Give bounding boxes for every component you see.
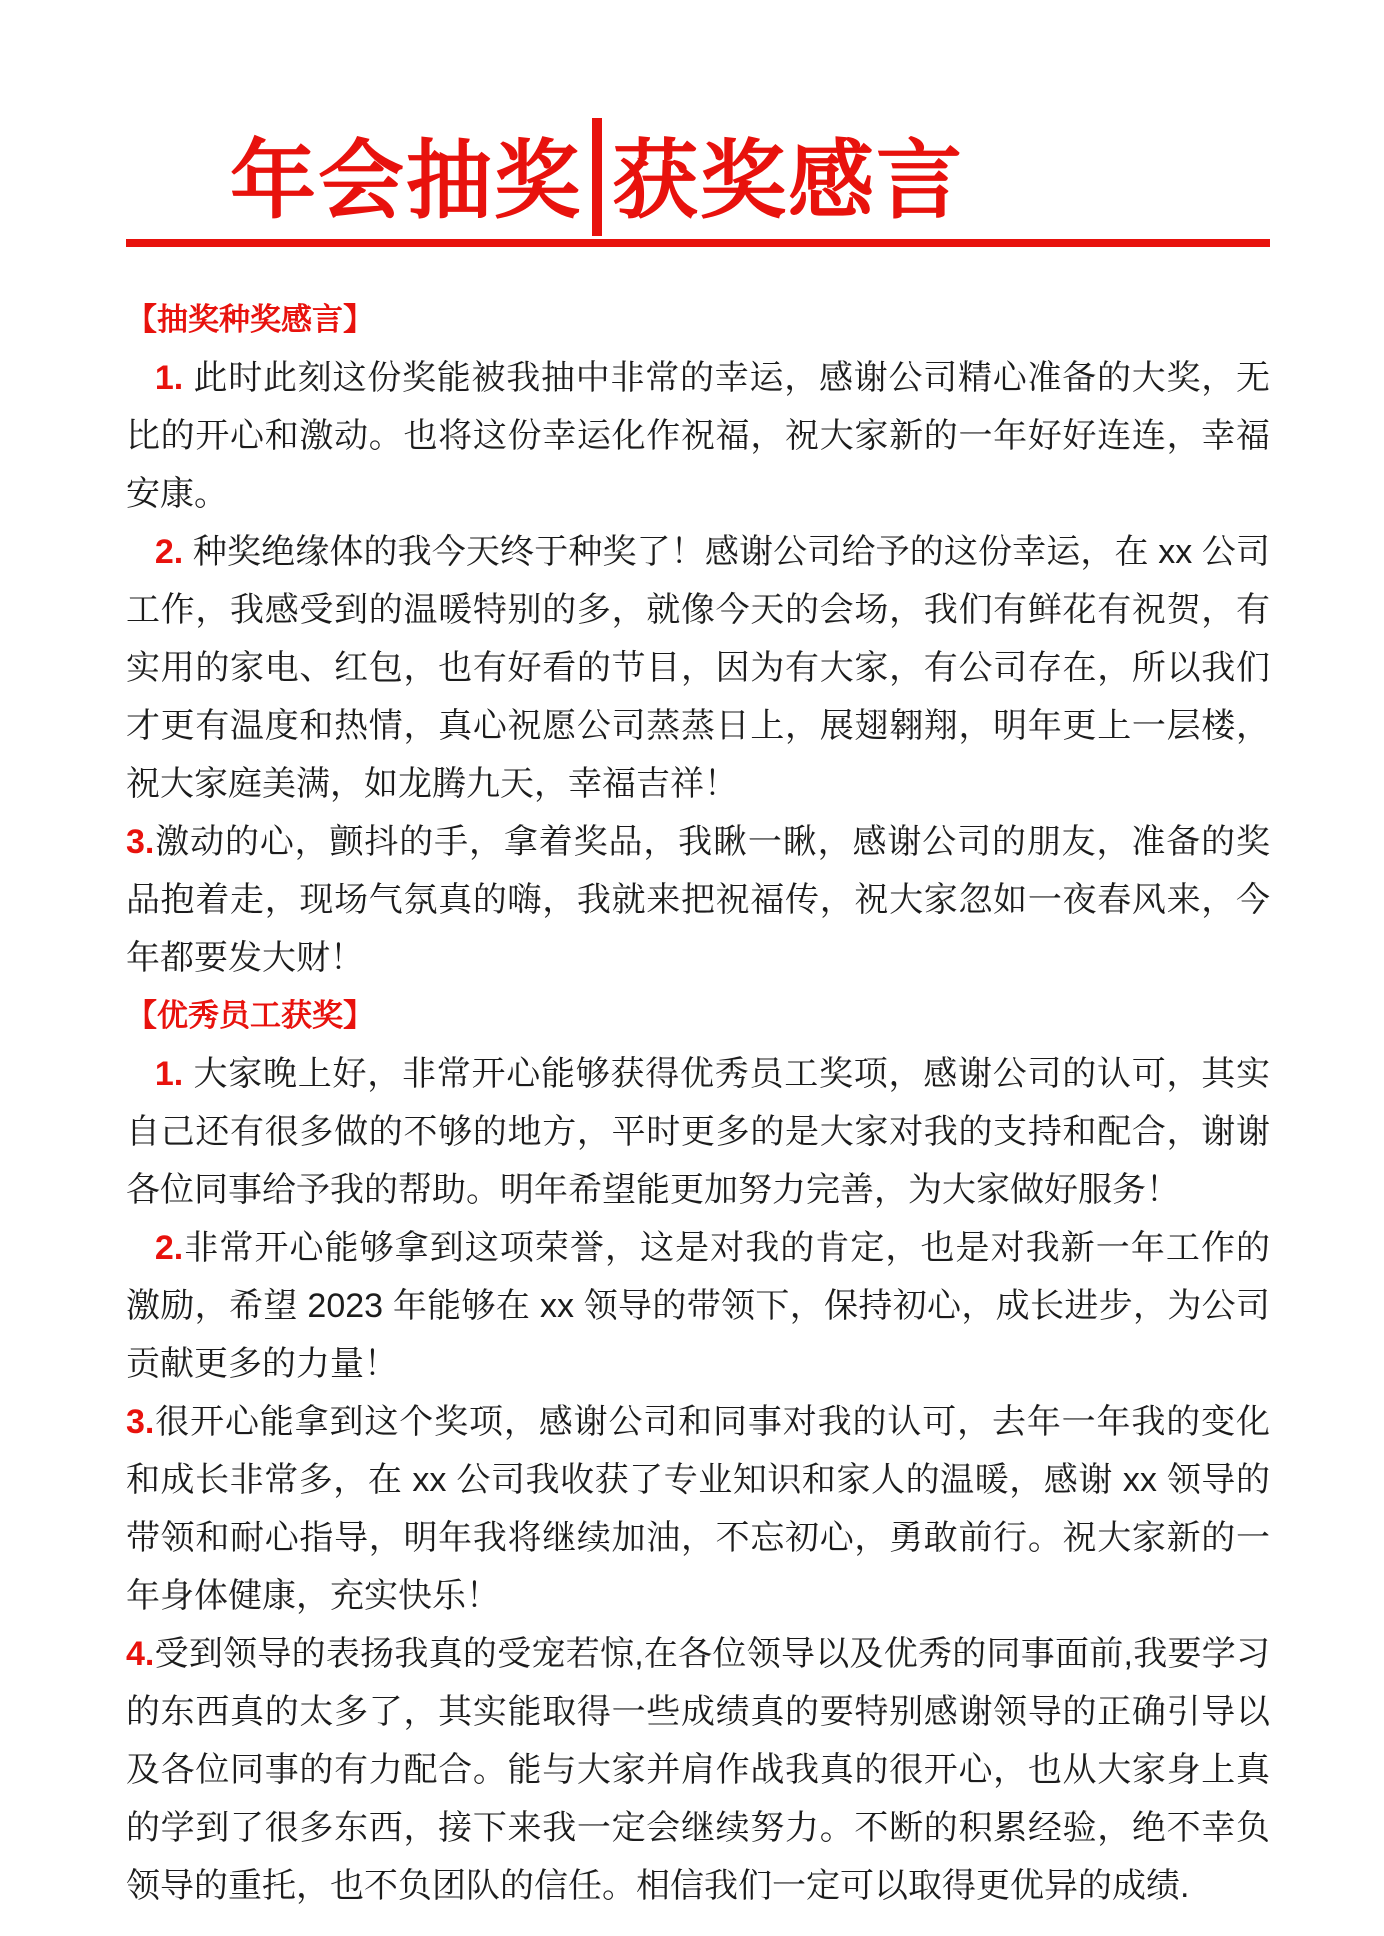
title-separator-bar — [592, 118, 602, 236]
item-text: 此时此刻这份奖能被我抽中非常的幸运，感谢公司精心准备的大奖，无比的开心和激动。也将这份幸运化作祝福，祝大家新的一年好好连连，幸福安康。 — [126, 359, 1270, 514]
title-right: 获奖感言 — [612, 133, 964, 229]
item-text: 很开心能拿到这个奖项，感谢公司和同事对我的认可，去年一年我的变化和成长非常多，在 xx 公司我收获了专业知识和家人的温暖，感谢 xx 领导的带领和耐心指导，明年我将继续加油，不忘初心，勇敢前行。祝大家新的一年身体健康，充实快乐！ — [126, 1403, 1270, 1616]
item-text: 受到领导的表扬我真的受宠若惊,在各位领导以及优秀的同事面前,我要学习的东西真的太多了，其实能取得一些成绩真的要特别感谢领导的正确引导以及各位同事的有力配合。能与大家并肩作战我真的很开心，也从大家身上真的学到了很多东西，接下来我一定会继续努力。不断的积累经验，绝不幸负领导的重托，也不负团队的信任。相信我们一定可以取得更优异的成绩. — [126, 1635, 1270, 1906]
item-number: 4. — [126, 1635, 155, 1674]
speech-paragraph — [126, 1393, 1270, 1625]
title-left: 年会抽奖 — [230, 133, 582, 229]
title-underline — [126, 239, 1270, 247]
section-heading: 【优秀员工获奖】 — [126, 998, 374, 1034]
item-number: 2. — [154, 533, 184, 572]
item-number: 1. — [154, 1055, 184, 1094]
item-number: 2. — [154, 1229, 184, 1268]
item-number: 3. — [126, 1403, 155, 1442]
speech-paragraph — [126, 1219, 1270, 1393]
item-number: 3. — [126, 823, 155, 862]
item-text: 大家晚上好，非常开心能够获得优秀员工奖项，感谢公司的认可，其实自己还有很多做的不够的地方，平时更多的是大家对我的支持和配合，谢谢各位同事给予我的帮助。明年希望能更加努力完善，为大家做好服务！ — [126, 1055, 1270, 1210]
item-text: 非常开心能够拿到这项荣誉，这是对我的肯定，也是对我新一年工作的激励，希望 2023 年能够在 xx 领导的带领下，保持初心，成长进步，为公司贡献更多的力量！ — [126, 1229, 1270, 1384]
document-page — [0, 92, 1384, 1936]
page-title — [230, 92, 1270, 233]
speech-paragraph — [126, 813, 1270, 987]
speech-paragraph — [126, 349, 1270, 523]
item-text: 种奖绝缘体的我今天终于种奖了！感谢公司给予的这份幸运，在 xx 公司工作，我感受到的温暖特别的多，就像今天的会场，我们有鲜花有祝贺，有实用的家电、红包，也有好看的节目，因为有大家，有公司存在，所以我们才更有温度和热情，真心祝愿公司蒸蒸日上，展翅翱翔，明年更上一层楼，祝大家庭美满，如龙腾九天，幸福吉祥！ — [126, 533, 1270, 804]
item-text: 激动的心，颤抖的手，拿着奖品，我瞅一瞅，感谢公司的朋友，准备的奖品抱着走，现场气氛真的嗨，我就来把祝福传，祝大家忽如一夜春风来，今年都要发大财！ — [126, 823, 1270, 978]
section-heading: 【抽奖种奖感言】 — [126, 302, 374, 338]
document-content — [126, 291, 1270, 1915]
speech-paragraph — [126, 1625, 1270, 1915]
speech-paragraph — [126, 1045, 1270, 1219]
item-number: 1. — [154, 359, 184, 398]
speech-paragraph — [126, 523, 1270, 813]
